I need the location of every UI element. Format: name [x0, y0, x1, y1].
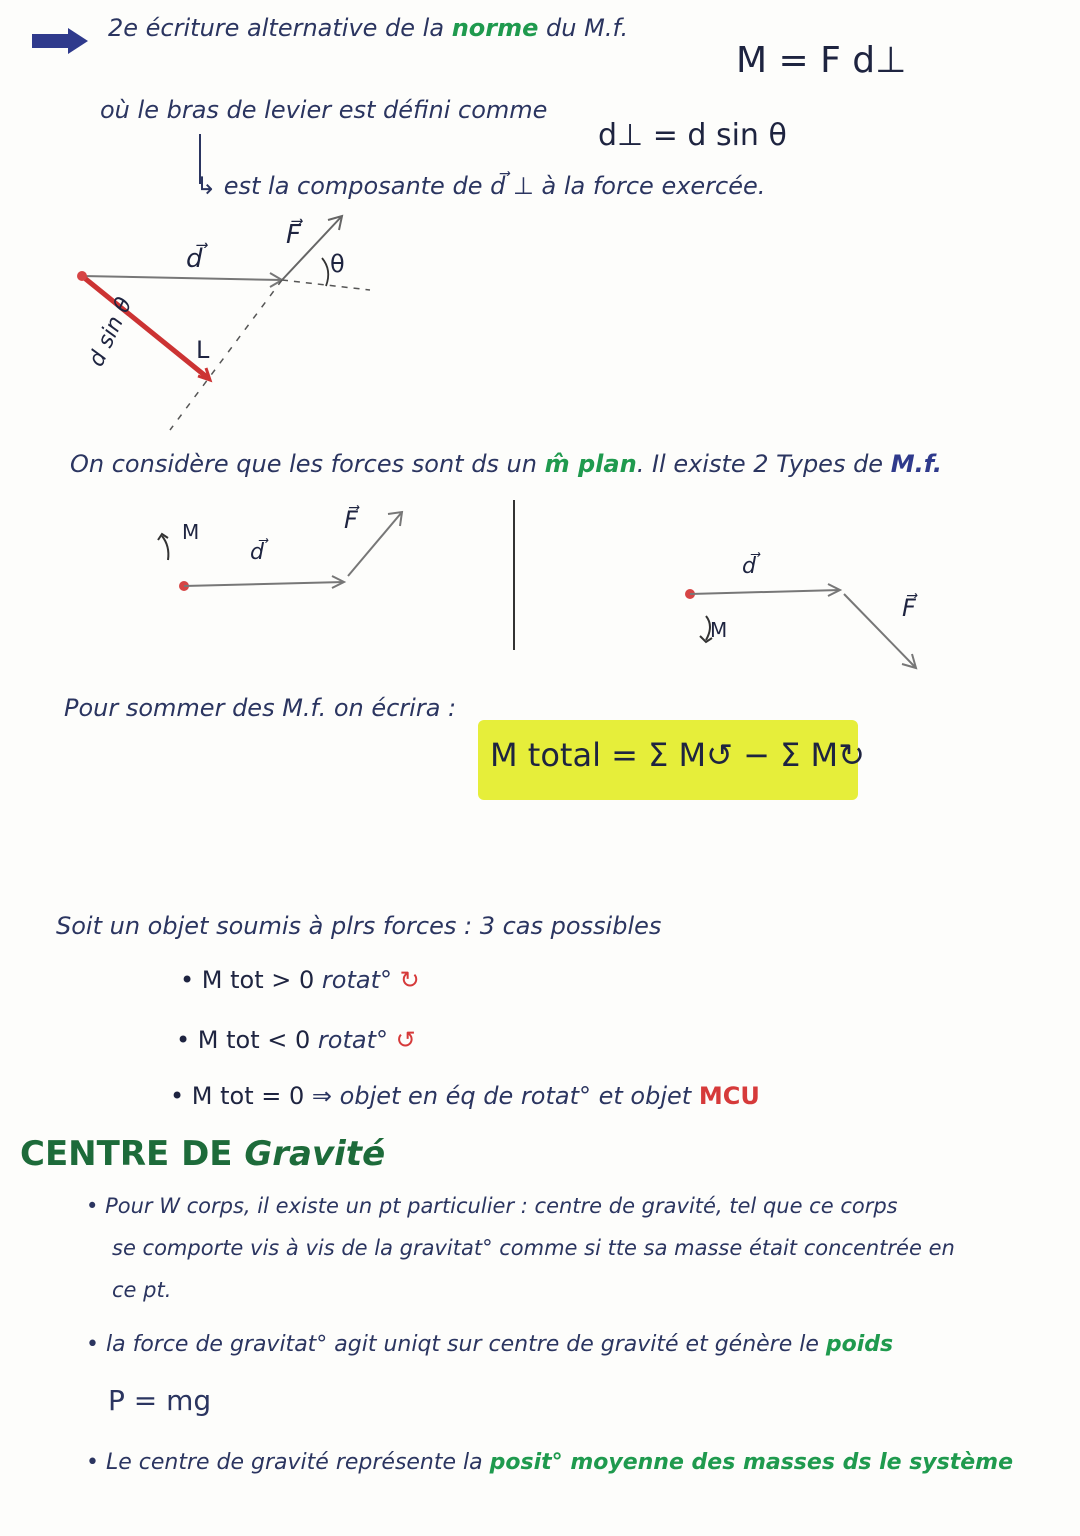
intro-line-3-suffix: à la force exercée.: [541, 172, 766, 200]
diagram2-left-d: d⃗: [250, 540, 264, 565]
diagram2-right-d: d⃗: [742, 554, 756, 579]
posit-highlight: posit° moyenne des masses ds le système: [489, 1450, 1014, 1475]
diagram2-left-M: M: [182, 520, 200, 544]
types-middle: . Il existe 2 Types de: [636, 450, 884, 478]
mf-label: M.f.: [890, 450, 942, 478]
case-positive-cond: M tot > 0: [201, 966, 315, 994]
diagram2-right-F: F⃗: [902, 594, 916, 622]
cases-intro: Soit un objet soumis à plrs forces : 3 cas possibles: [56, 912, 662, 940]
case-negative-desc: rotat°: [317, 1026, 388, 1054]
case-positive-arrow: ↻: [399, 966, 420, 994]
gravity-p2: [86, 1332, 893, 1357]
intro-line-3: [196, 172, 765, 200]
case-zero-cond: M tot = 0: [191, 1082, 305, 1110]
types-prefix: On considère que les forces sont ds un: [70, 450, 537, 478]
intro-line-3-prefix: ↳ est la composante de: [196, 172, 483, 200]
torque-types-diagram: [140, 500, 940, 680]
gravity-title-prefix: CENTRE DE: [20, 1134, 233, 1174]
case-negative-arrow: ↺: [395, 1026, 416, 1054]
case-zero: [170, 1082, 760, 1110]
intro-line-2: où le bras de levier est défini comme: [100, 96, 548, 124]
poids-highlight: poids: [825, 1332, 894, 1357]
intro-line-3-vec: d⃗ ⊥: [490, 172, 534, 200]
diagram1-label-d: d⃗: [186, 244, 203, 274]
gravity-p3: [86, 1450, 1013, 1475]
diagram2-left-F: F⃗: [344, 506, 358, 534]
formula-poids: P = mg: [108, 1384, 212, 1417]
intro-line-1-prefix: 2e écriture alternative de la: [108, 14, 445, 42]
mcu-tag: MCU: [698, 1082, 760, 1110]
diagram1-label-F: F⃗: [286, 220, 301, 250]
formula-main: M = F d⊥: [736, 40, 907, 81]
diagram1-label-theta: θ: [330, 250, 345, 278]
case-negative: [176, 1026, 416, 1054]
diagram1-right-angle: L: [196, 336, 210, 364]
plan-highlight: m̂ plan: [544, 450, 637, 478]
gravity-p2-prefix: la force de gravitat° agit uniqt sur centre de gravité et génère le: [105, 1332, 819, 1357]
gravity-p3-prefix: Le centre de gravité représente la: [105, 1450, 483, 1475]
case-zero-desc: ⇒ objet en éq de rotat° et objet: [311, 1082, 692, 1110]
intro-line-1: [108, 14, 628, 42]
norme-highlight: norme: [451, 14, 539, 42]
gravity-p1-line1: • Pour W corps, il existe un pt particulier : centre de gravité, tel que ce corps: [86, 1194, 898, 1218]
diagram2-right-M: M: [710, 618, 728, 642]
gravity-title-suffix: Gravité: [244, 1134, 386, 1174]
case-negative-cond: M tot < 0: [197, 1026, 311, 1054]
types-sentence: [70, 450, 942, 478]
case-positive-desc: rotat°: [321, 966, 392, 994]
sum-formula: M total = Σ M↺ − Σ M↻: [490, 736, 865, 774]
case-positive: [180, 966, 420, 994]
gravity-title: [20, 1134, 385, 1174]
formula-d-perp: d⊥ = d sin θ: [598, 118, 787, 153]
pointer-arrow-icon: [30, 26, 90, 56]
gravity-p1-line3: ce pt.: [112, 1278, 172, 1302]
diagram1-label-dsin: d sin θ: [84, 293, 138, 371]
gravity-p1-line2: se comporte vis à vis de la gravitat° comme si tte sa masse était concentrée en: [112, 1236, 955, 1260]
intro-line-1-suffix: du M.f.: [546, 14, 629, 42]
sum-intro: Pour sommer des M.f. on écrira :: [64, 694, 457, 722]
